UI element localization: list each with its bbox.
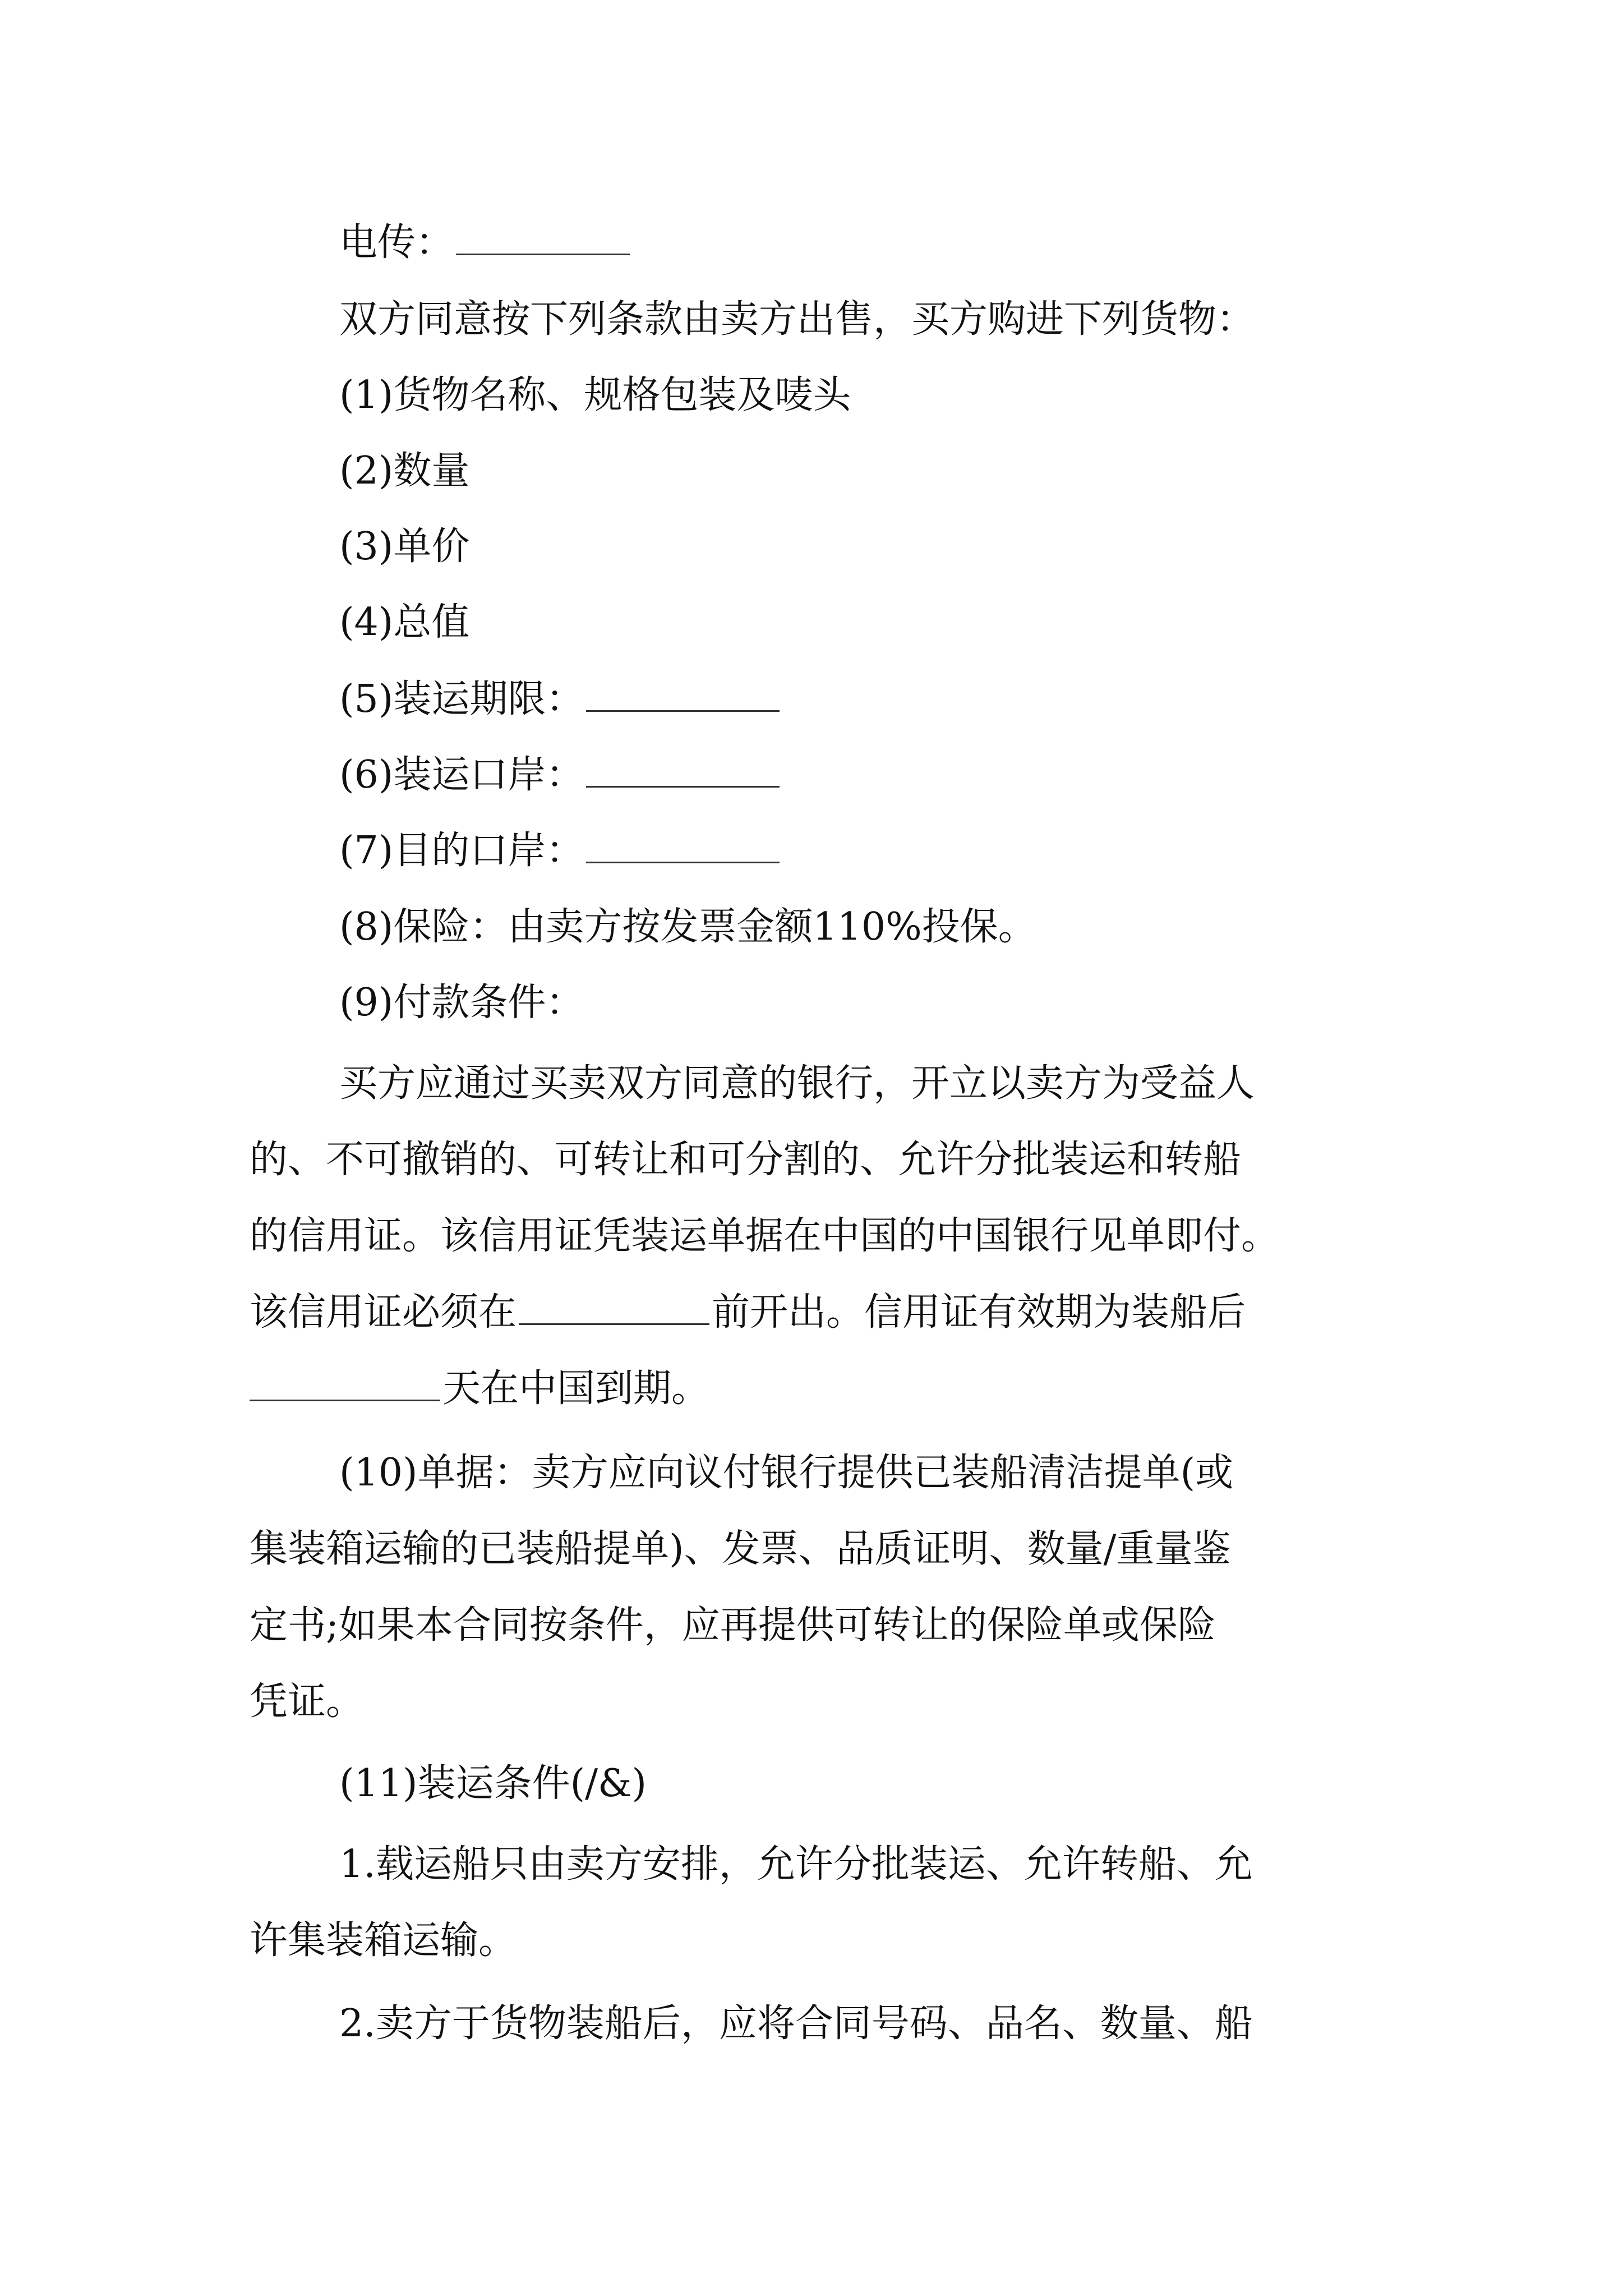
item-11: (11)装运条件(/&)	[339, 1761, 647, 1806]
item-10-line-2: 集装箱运输的已装船提单)、发票、品质证明、数量/重量鉴	[250, 1527, 1231, 1571]
payment-line-5	[250, 1361, 709, 1417]
lc-validity-days-blank[interactable]	[250, 1366, 440, 1401]
payment-line-4-end: 前开出。信用证有效期为装船后	[712, 1290, 1246, 1335]
item-1: (1)货物名称、规格包装及唛头	[339, 373, 851, 417]
lc-open-date-blank[interactable]	[519, 1290, 709, 1325]
item-10-line-1: (10)单据：卖方应向议付银行提供已装船清洁提单(或	[339, 1451, 1234, 1495]
payment-line-2: 的、不可撤销的、可转让和可分割的、允许分批装运和转船	[250, 1138, 1242, 1182]
shipment-period-blank[interactable]	[586, 677, 780, 712]
shipping-clause-1-line-1: 1.载运船只由卖方安排，允许分批装运、允许转船、允	[339, 1842, 1253, 1887]
fax-line	[339, 215, 632, 271]
payment-line-3: 的信用证。该信用证凭装运单据在中国的中国银行见单即付。	[250, 1214, 1280, 1258]
item-8: (8)保险：由卖方按发票金额110%投保。	[339, 905, 1036, 949]
item-4: (4)总值	[339, 600, 470, 645]
item-5-label: (5)装运期限：	[339, 677, 584, 721]
shipping-clause-1-line-2: 许集装箱运输。	[250, 1918, 517, 1963]
payment-line-4	[250, 1285, 1246, 1341]
shipping-clause-2-line-1: 2.卖方于货物装船后，应将合同号码、品名、数量、船	[339, 2001, 1253, 2046]
destination-port-blank[interactable]	[586, 828, 780, 863]
item-10-line-4: 凭证。	[250, 1680, 365, 1724]
fax-label: 电传：	[339, 220, 454, 265]
item-9: (9)付款条件：	[339, 981, 584, 1025]
payment-line-4-start: 该信用证必须在	[250, 1290, 517, 1335]
loading-port-blank[interactable]	[586, 752, 780, 788]
item-7-label: (7)目的口岸：	[339, 829, 584, 873]
item-5	[339, 671, 782, 728]
item-2: (2)数量	[339, 449, 470, 493]
payment-line-1: 买方应通过买卖双方同意的银行，开立以卖方为受益人	[339, 1061, 1255, 1106]
payment-line-5-end: 天在中国到期。	[442, 1366, 710, 1411]
item-7	[339, 823, 782, 879]
item-6-label: (6)装运口岸：	[339, 753, 584, 797]
intro-paragraph: 双方同意按下列条款由卖方出售，买方购进下列货物：	[339, 297, 1255, 342]
item-6	[339, 747, 782, 803]
fax-blank[interactable]	[456, 220, 630, 255]
item-3: (3)单价	[339, 524, 470, 569]
item-10-line-3: 定书;如果本合同按条件，应再提供可转让的保险单或保险	[250, 1603, 1216, 1648]
